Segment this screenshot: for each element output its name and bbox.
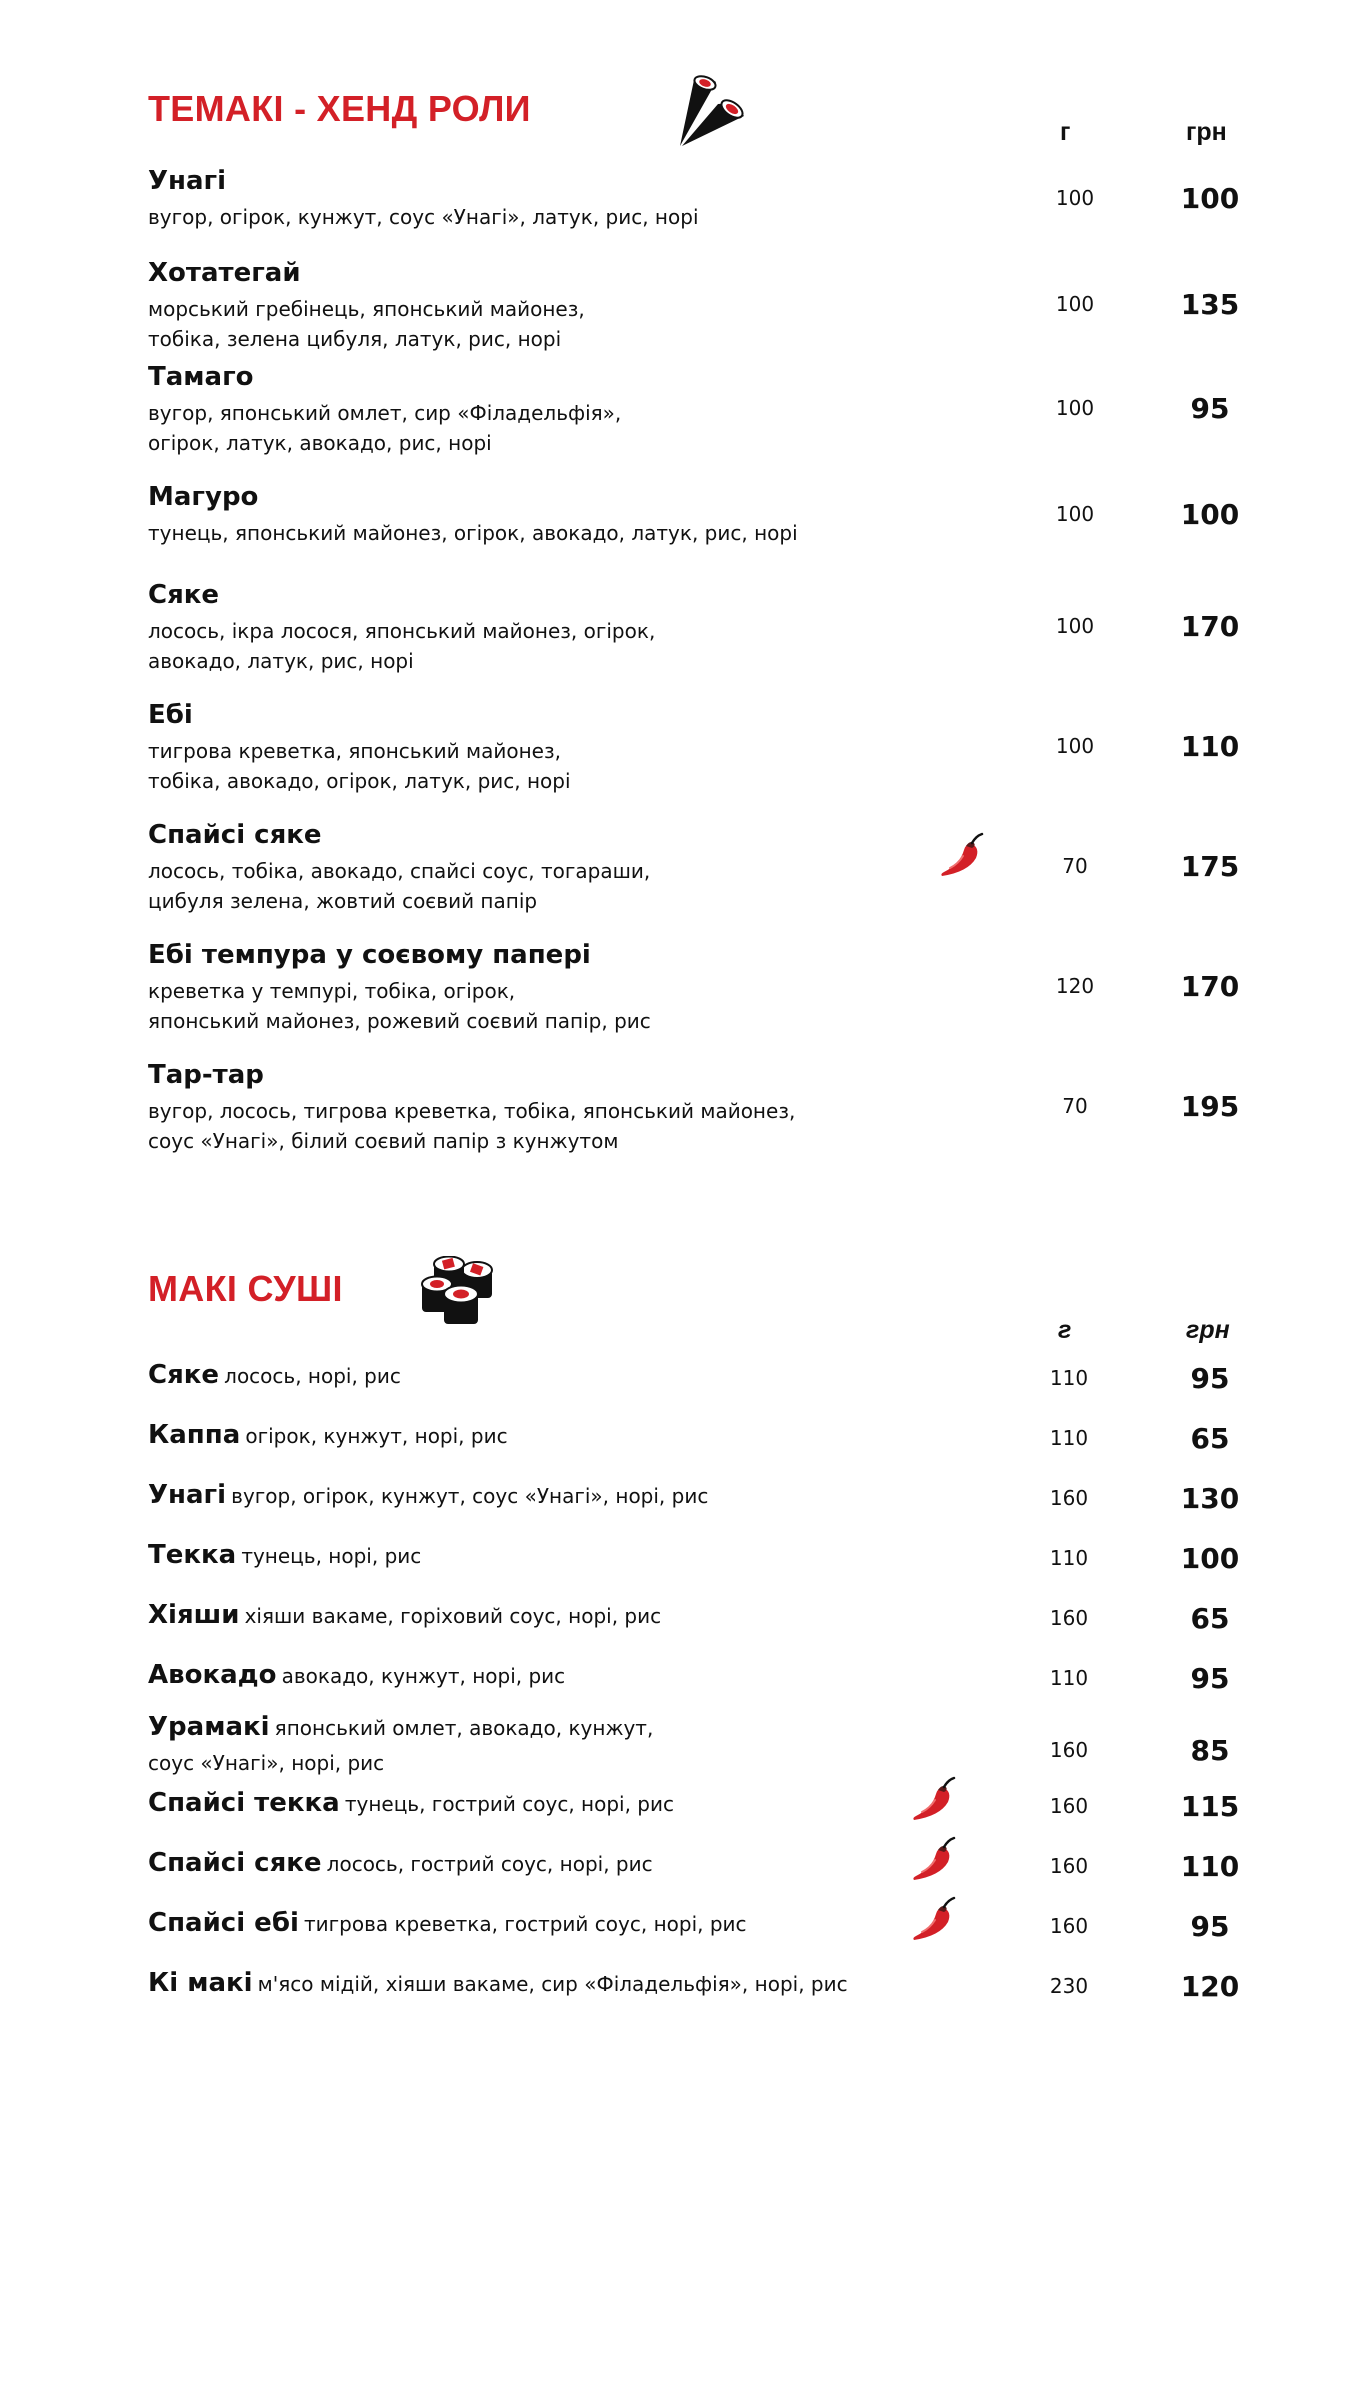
item-description: вугор, японський омлет, сир «Філадельфія»,: [148, 401, 622, 425]
item-weight: 100: [1055, 502, 1095, 526]
chili-pepper-icon: [908, 1774, 958, 1824]
item-price: 135: [1180, 288, 1240, 321]
item-line: [148, 1420, 508, 1450]
item-name: Тамаго: [148, 362, 254, 392]
item-weight: 230: [1049, 1974, 1089, 1998]
maki-price-header: грн: [1186, 1316, 1230, 1344]
item-price: 100: [1180, 182, 1240, 215]
item-price: 85: [1190, 1734, 1230, 1767]
item-weight: 100: [1055, 614, 1095, 638]
temaki-section-title: ТЕМАКІ - ХЕНД РОЛИ: [148, 88, 531, 129]
item-name: Авокадо: [148, 1660, 277, 1690]
item-description: тобіка, авокадо, огірок, латук, рис, норі: [148, 769, 571, 793]
item-weight: 70: [1062, 854, 1088, 878]
item-weight: 100: [1055, 186, 1095, 210]
item-description: тунець, японський майонез, огірок, авокадо, латук, рис, норі: [148, 521, 798, 545]
item-description: цибуля зелена, жовтий соєвий папір: [148, 889, 538, 913]
item-description: авокадо, латук, рис, норі: [148, 649, 414, 673]
item-description: тигрова креветка, гострий соус, норі, рис: [303, 1912, 747, 1936]
item-price: 95: [1190, 1662, 1230, 1695]
item-name: Спайсі ебі: [148, 1908, 299, 1938]
item-weight: 110: [1049, 1546, 1089, 1570]
item-description: хіяши вакаме, горіховий соус, норі, рис: [244, 1604, 662, 1628]
item-description: огірок, кунжут, норі, рис: [245, 1424, 508, 1448]
item-price: 100: [1180, 498, 1240, 531]
item-description: тунець, норі, рис: [241, 1544, 422, 1568]
item-line: [148, 1848, 653, 1878]
item-line: [148, 1968, 848, 1998]
item-name: Унагі: [148, 1480, 227, 1510]
item-weight: 160: [1049, 1914, 1089, 1938]
item-line: [148, 1480, 708, 1510]
item-description: авокадо, кунжут, норі, рис: [281, 1664, 566, 1688]
item-description: тобіка, зелена цибуля, латук, рис, норі: [148, 327, 562, 351]
item-price: 120: [1180, 1970, 1240, 2003]
item-price: 175: [1180, 850, 1240, 883]
item-weight: 110: [1049, 1366, 1089, 1390]
maki-section-title: МАКІ СУШІ: [148, 1268, 343, 1309]
item-line: [148, 1600, 661, 1630]
item-description: огірок, латук, авокадо, рис, норі: [148, 431, 492, 455]
item-weight: 100: [1055, 734, 1095, 758]
temaki-price-header: грн: [1186, 118, 1227, 146]
maki-rolls-icon: [420, 1256, 504, 1328]
chili-pepper-icon: [908, 1894, 958, 1944]
item-name: Каппа: [148, 1420, 241, 1450]
item-description: тунець, гострий соус, норі, рис: [344, 1792, 674, 1816]
item-weight: 100: [1055, 396, 1095, 420]
chili-pepper-icon: [908, 1834, 958, 1884]
item-description: вугор, огірок, кунжут, соус «Унагі», норі, рис: [231, 1484, 709, 1508]
item-line: [148, 1660, 565, 1690]
item-name: Текка: [148, 1540, 237, 1570]
item-price: 130: [1180, 1482, 1240, 1515]
item-weight: 120: [1055, 974, 1095, 998]
item-weight: 160: [1049, 1486, 1089, 1510]
item-name: Магуро: [148, 482, 259, 512]
item-price: 65: [1190, 1422, 1230, 1455]
item-weight: 160: [1049, 1854, 1089, 1878]
temaki-roll-icon: [672, 74, 754, 148]
item-description: креветка у темпурі, тобіка, огірок,: [148, 979, 516, 1003]
item-line: [148, 1712, 653, 1742]
item-line: [148, 1908, 747, 1938]
item-description: вугор, огірок, кунжут, соус «Унагі», латук, рис, норі: [148, 205, 699, 229]
item-description: м'ясо мідій, хіяши вакаме, сир «Філадельфія», норі, рис: [257, 1972, 848, 1996]
item-price: 110: [1180, 1850, 1240, 1883]
item-name: Хіяши: [148, 1600, 240, 1630]
item-name: Тар-тар: [148, 1060, 264, 1090]
item-name: Урамакі: [148, 1712, 270, 1742]
item-price: 95: [1190, 1362, 1230, 1395]
item-line: [148, 1360, 401, 1390]
item-name: Спайсі сяке: [148, 820, 322, 850]
item-weight: 110: [1049, 1426, 1089, 1450]
item-description: лосось, норі, рис: [224, 1364, 401, 1388]
item-weight: 160: [1049, 1794, 1089, 1818]
item-description: японський майонез, рожевий соєвий папір, рис: [148, 1009, 651, 1033]
item-description: лосось, ікра лосося, японський майонез, огірок,: [148, 619, 656, 643]
item-description: вугор, лосось, тигрова креветка, тобіка, японський майонез,: [148, 1099, 796, 1123]
maki-weight-header: г: [1058, 1316, 1072, 1344]
item-weight: 160: [1049, 1606, 1089, 1630]
temaki-weight-header: г: [1060, 118, 1071, 146]
item-weight: 160: [1049, 1738, 1089, 1762]
item-description: соус «Унагі», білий соєвий папір з кунжутом: [148, 1129, 619, 1153]
item-name: Спайсі сяке: [148, 1848, 322, 1878]
item-price: 170: [1180, 970, 1240, 1003]
item-price: 100: [1180, 1542, 1240, 1575]
item-weight: 110: [1049, 1666, 1089, 1690]
item-description: лосось, гострий соус, норі, рис: [326, 1852, 653, 1876]
item-name: Кі макі: [148, 1968, 253, 1998]
item-name: Сяке: [148, 580, 220, 610]
item-name: Хотатегай: [148, 258, 301, 288]
item-name: Спайсі текка: [148, 1788, 340, 1818]
item-description: тигрова креветка, японський майонез,: [148, 739, 561, 763]
item-price: 95: [1190, 1910, 1230, 1943]
item-line: [148, 1788, 674, 1818]
item-price: 115: [1180, 1790, 1240, 1823]
item-price: 95: [1190, 392, 1230, 425]
item-description: морський гребінець, японський майонез,: [148, 297, 585, 321]
item-weight: 70: [1062, 1094, 1088, 1118]
item-weight: 100: [1055, 292, 1095, 316]
item-name: Ебі темпура у соєвому папері: [148, 940, 591, 970]
item-line: [148, 1540, 421, 1570]
item-price: 195: [1180, 1090, 1240, 1123]
item-price: 170: [1180, 610, 1240, 643]
item-name: Унагі: [148, 166, 227, 196]
chili-pepper-icon: [936, 830, 986, 880]
item-description: лосось, тобіка, авокадо, спайсі соус, тогараши,: [148, 859, 651, 883]
item-price: 65: [1190, 1602, 1230, 1635]
item-name: Ебі: [148, 700, 193, 730]
item-description: соус «Унагі», норі, рис: [148, 1751, 385, 1775]
item-description: японський омлет, авокадо, кунжут,: [274, 1716, 654, 1740]
item-price: 110: [1180, 730, 1240, 763]
item-name: Сяке: [148, 1360, 220, 1390]
